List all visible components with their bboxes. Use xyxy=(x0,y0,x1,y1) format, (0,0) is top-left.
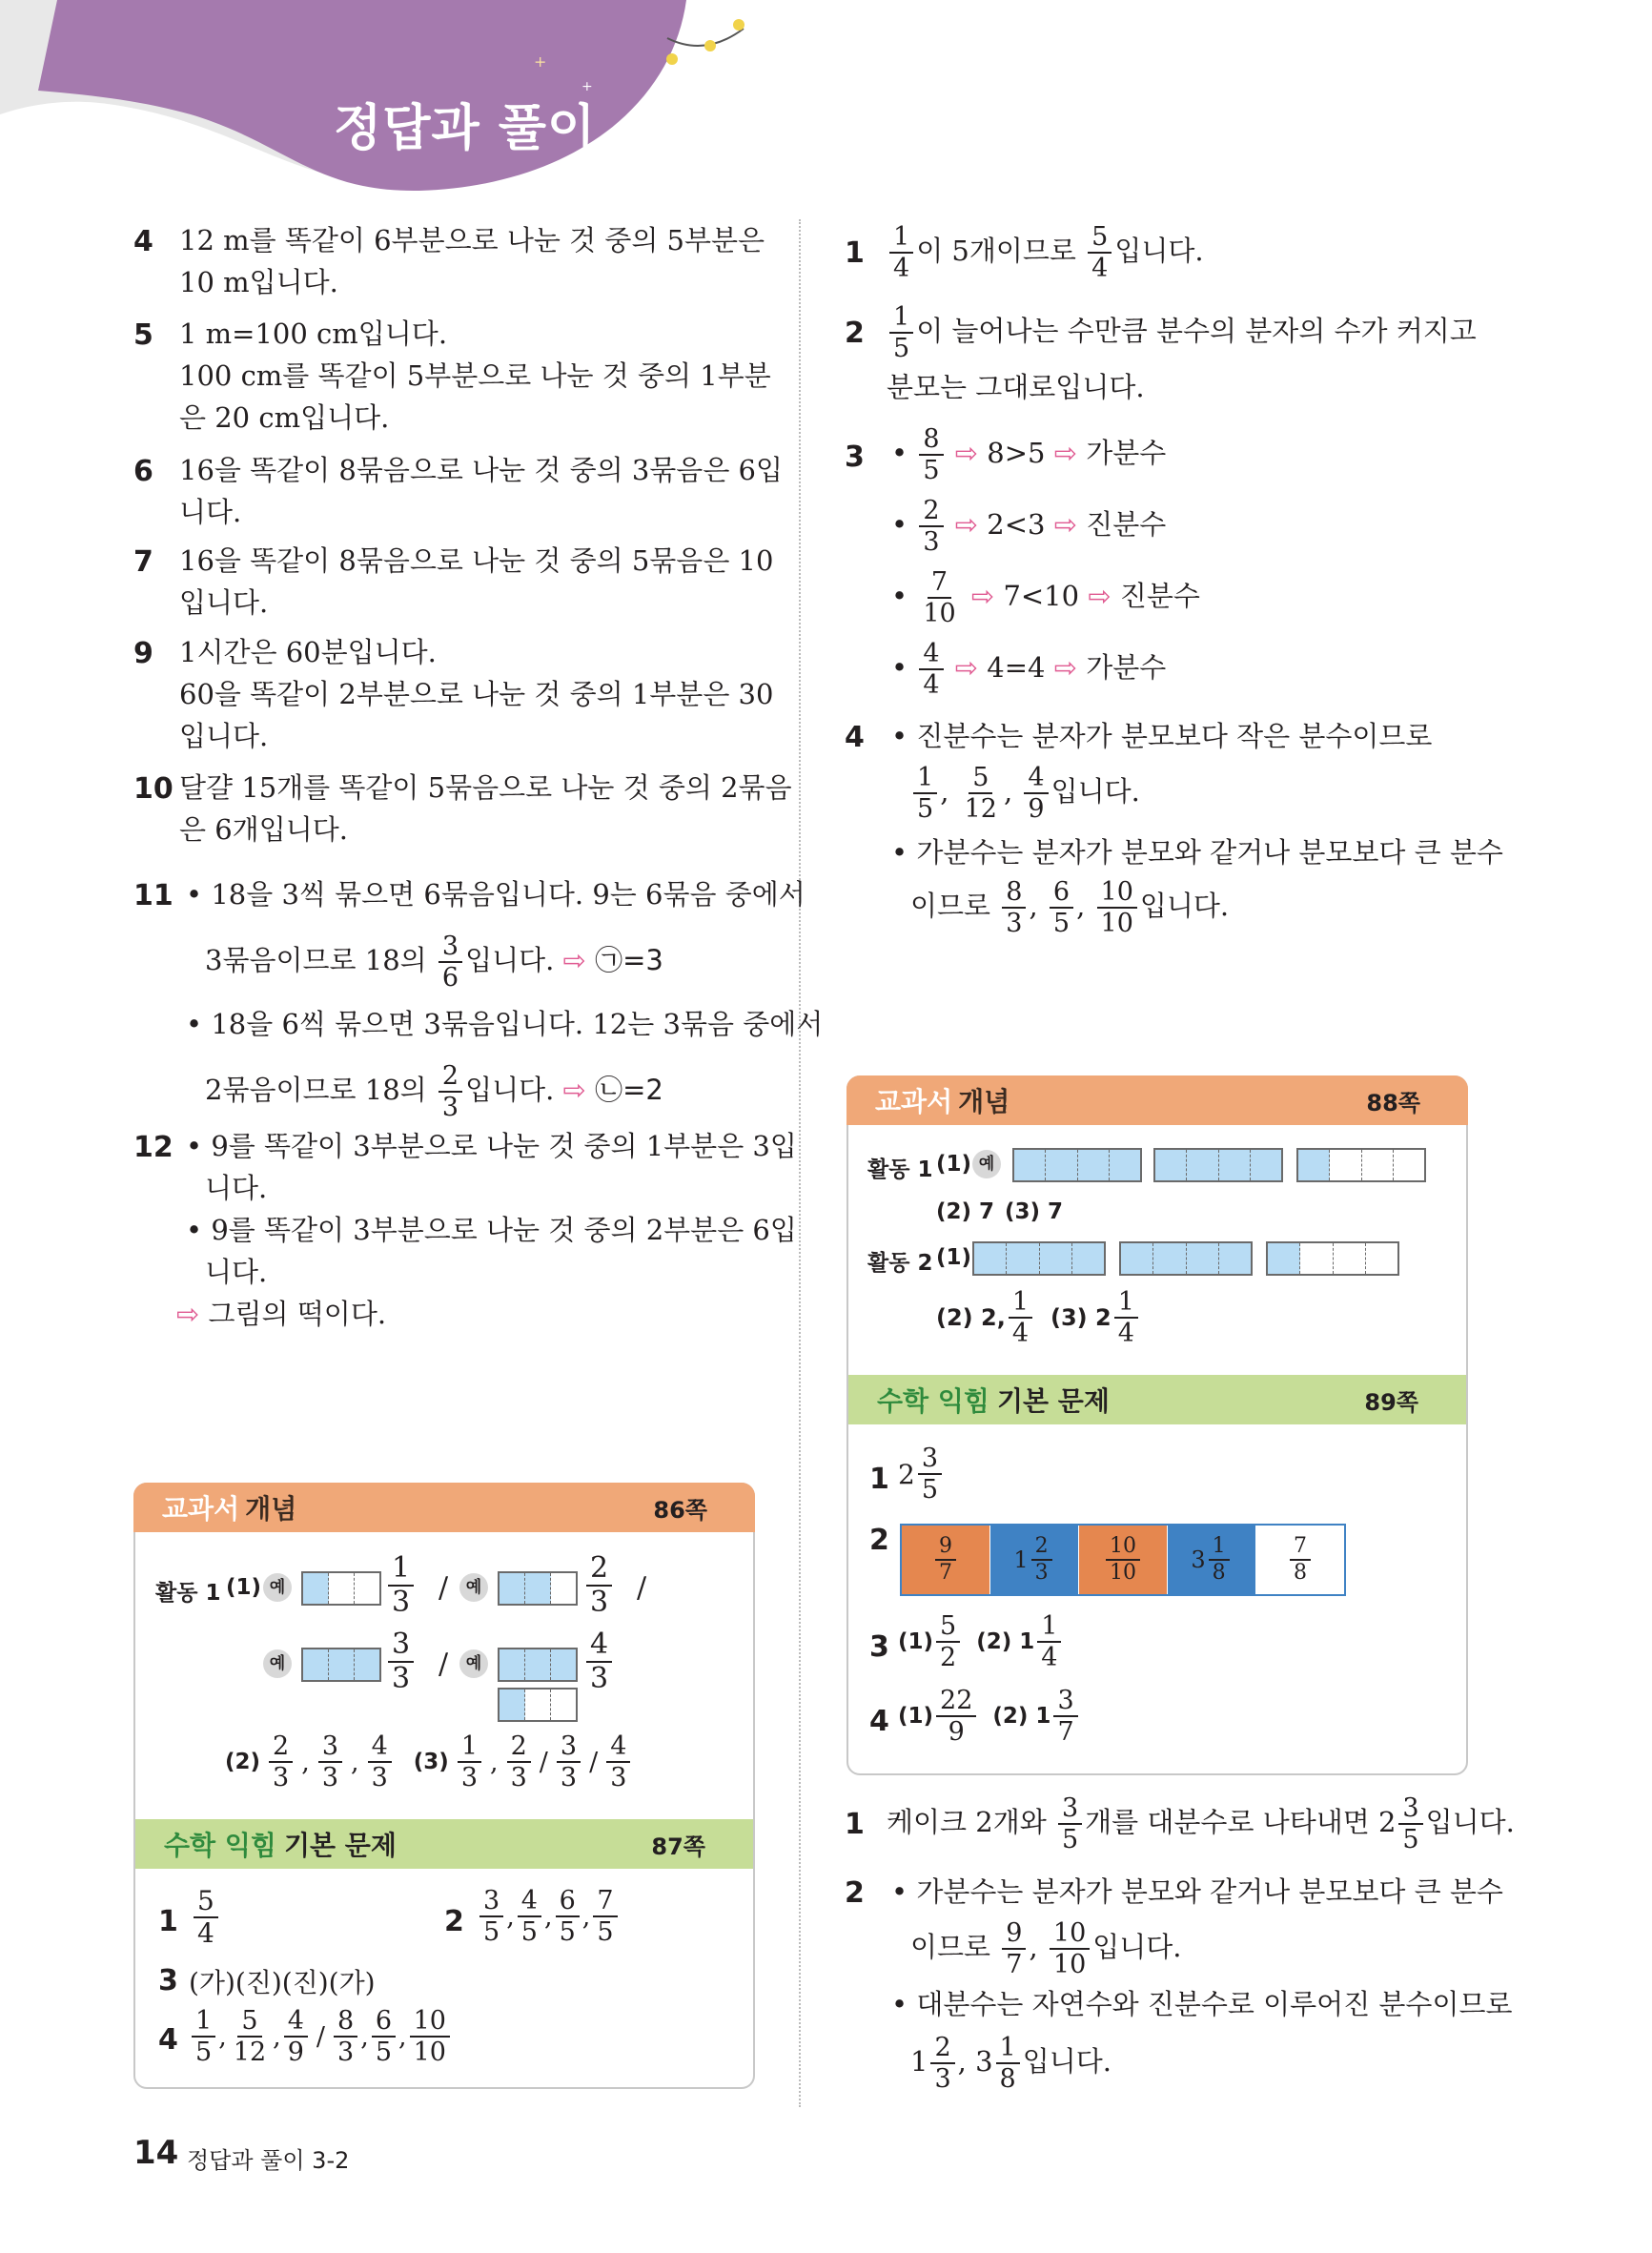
item-line: 입니다. xyxy=(179,720,269,752)
item-line: 3묶음이므로 18의 $\frac{3}{6}$ 입니다. ⇨ ㉠=3 xyxy=(205,932,663,993)
example-badge: 예 xyxy=(459,1649,488,1678)
arrow-icon: ⇨ xyxy=(562,1074,586,1106)
fraction-grid xyxy=(498,1648,578,1682)
item-number: 7 xyxy=(133,545,153,579)
box-header-89: 수학 익힘 기본 문제 89쪽 xyxy=(848,1375,1466,1424)
item-line: 1 m=100 cm입니다. xyxy=(179,317,448,350)
item-line: 니다. xyxy=(205,1256,268,1288)
item-line: 100 cm를 똑같이 5부분으로 나눈 것 중의 1부분 xyxy=(179,359,771,392)
fraction-cell-strip xyxy=(900,1524,1346,1596)
item-number: 4 xyxy=(133,225,153,258)
fraction-cell: $\frac{9}{7}$ xyxy=(902,1526,990,1594)
fraction-grid xyxy=(1153,1148,1283,1182)
box-header-88: 교과서 개념 88쪽 xyxy=(846,1075,1468,1125)
item-line: 은 6개입니다. xyxy=(179,813,348,846)
fraction-grid xyxy=(1119,1241,1253,1276)
fraction-grid xyxy=(498,1688,578,1722)
item-conclusion: ⇨ 그림의 떡이다. xyxy=(176,1298,387,1330)
fraction-grid xyxy=(972,1241,1106,1276)
page-number: 14 xyxy=(133,2134,179,2172)
item-line: 2묶음이므로 18의 $\frac{2}{3}$ 입니다. ⇨ ㉡=2 xyxy=(205,1061,663,1122)
svg-text:+: + xyxy=(581,79,593,94)
box86-answer-2: (2) $\frac{2}{3}$ , $\frac{3}{3}$ , $\frac{4}{3}$ (3) $\frac{1}{3}$ , $\frac{2}{3}$ / $\frac{3}{3}$ / $\frac{4}{3}$ xyxy=(225,1733,633,1791)
example-badge: 예 xyxy=(459,1573,488,1602)
item-line: 니다. xyxy=(179,496,242,528)
item-number: 5 xyxy=(133,318,153,352)
item-line: 60을 똑같이 2부분으로 나눈 것 중의 1부분은 30 xyxy=(179,678,774,710)
item-line: 16을 똑같이 8묶음으로 나눈 것 중의 3묶음은 6입 xyxy=(179,454,784,486)
item-line: 12 m를 똑같이 6부분으로 나눈 것 중의 5부분은 xyxy=(179,224,765,256)
item-number: 9 xyxy=(133,637,153,670)
arrow-icon: ⇨ xyxy=(176,1298,200,1330)
item-line: 은 20 cm입니다. xyxy=(179,401,390,434)
svg-text:+: + xyxy=(534,52,547,71)
fraction-cell: $\frac{10}{10}$ xyxy=(1079,1526,1168,1594)
box-header-87: 수학 익힘 기본 문제 87쪽 xyxy=(135,1819,753,1869)
item-line: • 9를 똑같이 3부분으로 나눈 것 중의 2부분은 6입 xyxy=(186,1214,797,1246)
fraction-grid xyxy=(1296,1148,1426,1182)
item-line: 니다. xyxy=(205,1172,268,1204)
fraction-grid xyxy=(1012,1148,1142,1182)
item-number: 11 xyxy=(133,879,173,912)
example-badge: 예 xyxy=(972,1150,1001,1178)
fraction-grid xyxy=(301,1571,381,1606)
example-badge: 예 xyxy=(263,1649,292,1678)
item-line: • 18을 6씩 묶으면 3묶음입니다. 12는 3묶음 중에서 xyxy=(186,1008,824,1040)
item-line: 달걀 15개를 똑같이 5묶음으로 나눈 것 중의 2묶음 xyxy=(179,771,792,804)
item-line: 10 m입니다. xyxy=(179,266,338,298)
item-line: • 9를 똑같이 3부분으로 나눈 것 중의 1부분은 3입 xyxy=(186,1130,797,1162)
item-line: • 18을 3씩 묶으면 6묶음입니다. 9는 6묶음 중에서 xyxy=(186,878,806,911)
item-number: 12 xyxy=(133,1131,173,1164)
example-badge: 예 xyxy=(263,1573,292,1602)
item-line: 1시간은 60분입니다. xyxy=(179,636,437,668)
item-line: 입니다. xyxy=(179,586,269,619)
arrow-icon: ⇨ xyxy=(562,944,586,976)
fraction-grid xyxy=(1266,1241,1399,1276)
box-header-86: 교과서 개념 86쪽 xyxy=(133,1483,755,1532)
fraction-cell: 1 $\frac{2}{3}$ xyxy=(990,1526,1079,1594)
fraction-grid xyxy=(498,1571,578,1606)
fraction-cell: $\frac{7}{8}$ xyxy=(1256,1526,1344,1594)
item-number: 10 xyxy=(133,772,173,806)
item-number: 6 xyxy=(133,455,153,488)
item-line: 16을 똑같이 8묶음으로 나눈 것 중의 5묶음은 10 xyxy=(179,544,774,577)
fraction-cell: 3 $\frac{1}{8}$ xyxy=(1168,1526,1256,1594)
page-title: 정답과 풀이 xyxy=(334,100,597,157)
column-separator xyxy=(799,219,801,2107)
fraction-grid xyxy=(301,1648,381,1682)
footer-label: 정답과 풀이 3-2 xyxy=(187,2147,350,2174)
